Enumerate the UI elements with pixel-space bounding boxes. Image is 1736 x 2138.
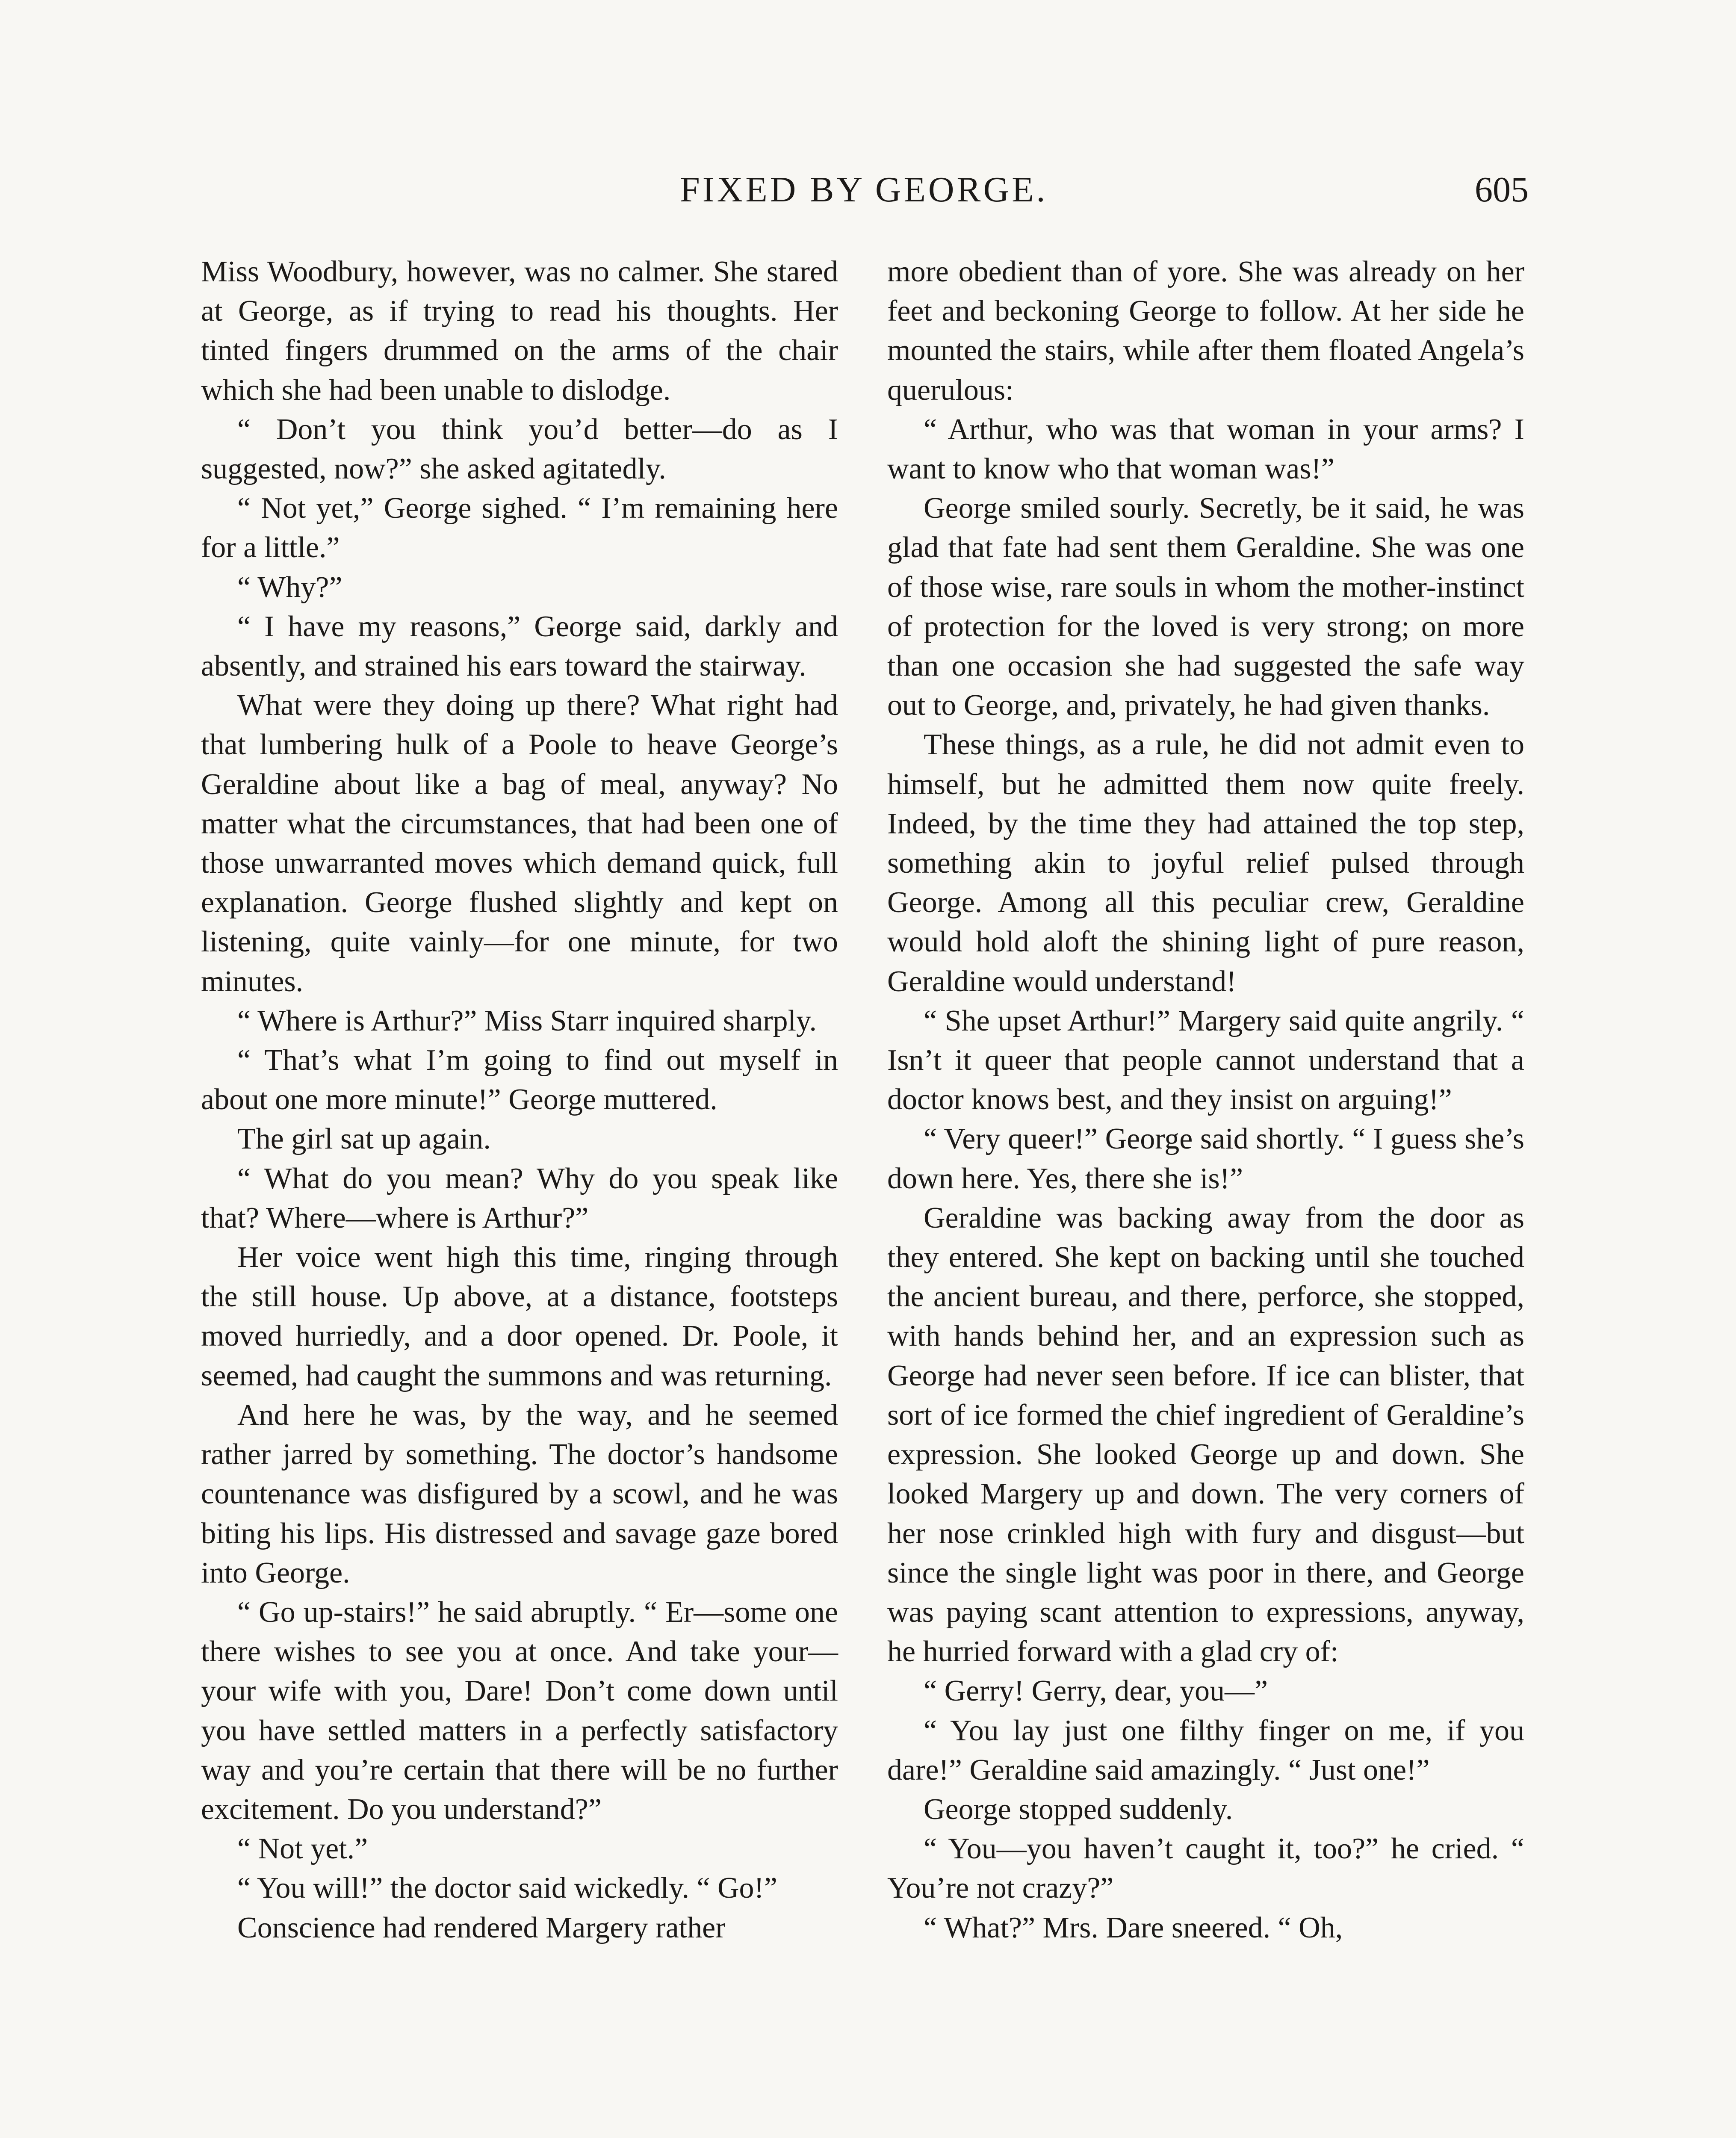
paragraph: “ Very queer!” George said shortly. “ I guess she’s down here. Yes, there she is!” [887, 1122, 1524, 1195]
paragraph: “ I have my reasons,” George said, darkly and absently, and strained his ears toward the stairway. [201, 610, 838, 683]
paragraph: “ You lay just one filthy finger on me, if you dare!” Geraldine said amazingly. “ Just one!” [887, 1714, 1524, 1787]
paragraph: George stopped suddenly. [924, 1792, 1233, 1826]
paragraph: Geraldine was backing away from the door as they entered. She kept on backing until she touched the ancient bureau, and there, perforce, she stopped, with hands behind her, and an expression such as George had never seen before. If ice can blister, that sort of ice formed the chief ingredient of Geraldine’s expression. She looked George up and down. She looked Margery up and down. The very corners of her nose crinkled high with fury and disgust—but since the single light was poor in there, and George was paying scant attention to expressions, anyway, he hurried forward with a glad cry of: [887, 1201, 1524, 1668]
left-text-column [201, 252, 838, 1948]
paragraph: “ Arthur, who was that woman in your arms? I want to know who that woman was!” [887, 413, 1524, 486]
paragraph: Conscience had rendered Margery rather [237, 1911, 726, 1944]
paragraph: “ Not yet.” [237, 1832, 368, 1866]
right-text-column [887, 252, 1524, 1948]
paragraph: “ She upset Arthur!” Margery said quite angrily. “ Isn’t it queer that people cannot understand that a doctor knows best, and they insist on arguing!” [887, 1004, 1524, 1116]
paragraph: And here he was, by the way, and he seemed rather jarred by something. The doctor’s handsome countenance was disfigured by a scowl, and he was biting his lips. His distressed and savage gaze bored into George. [201, 1398, 838, 1589]
paragraph: “ Not yet,” George sighed. “ I’m remaining here for a little.” [201, 492, 838, 564]
paragraph: “ Why?” [237, 570, 342, 604]
paragraph: “ Where is Arthur?” Miss Starr inquired sharply. [237, 1004, 817, 1037]
page-number: 605 [1475, 170, 1529, 210]
paragraph: Miss Woodbury, however, was no calmer. She stared at George, as if trying to read his thoughts. Her tinted fingers drummed on the arms of the chair which she had been unable to dislodge. [201, 255, 838, 407]
paragraph: “ Go up-stairs!” he said abruptly. “ Er—some one there wishes to see you at once. And take your—your wife with you, Dare! Don’t come down until you have settled matters in a perfectly satisfactory way and you’re certain that there will be no further excitement. Do you understand?” [201, 1595, 838, 1826]
paragraph: “ You—you haven’t caught it, too?” he cried. “ You’re not crazy?” [887, 1832, 1524, 1905]
paragraph: What were they doing up there? What right had that lumbering hulk of a Poole to heave George’s Geraldine about like a bag of meal, anyway? No matter what the circumstances, that had been one of those unwarranted moves which demand quick, full explanation. George flushed slightly and kept on listening, quite vainly—for one minute, for two minutes. [201, 689, 838, 998]
paragraph: “ You will!” the doctor said wickedly. “ Go!” [237, 1872, 777, 1905]
paragraph: “ What do you mean? Why do you speak like that? Where—where is Arthur?” [201, 1162, 838, 1234]
paragraph: “ Gerry! Gerry, dear, you—” [924, 1674, 1268, 1708]
paragraph: “ What?” Mrs. Dare sneered. “ Oh, [924, 1911, 1343, 1944]
paragraph: The girl sat up again. [237, 1122, 491, 1156]
paragraph: “ Don’t you think you’d better—do as I suggested, now?” she asked agitatedly. [201, 413, 838, 486]
paragraph: “ That’s what I’m going to find out myself in about one more minute!” George muttered. [201, 1044, 838, 1116]
paragraph: These things, as a rule, he did not admit even to himself, but he admitted them now quite freely. Indeed, by the time they had attained the top step, something akin to joyful relief pulsed through George. Among all this peculiar crew, Geraldine would hold aloft the shining light of pure reason, Geraldine would understand! [887, 728, 1524, 998]
paragraph: George smiled sourly. Secretly, be it said, he was glad that fate had sent them Geraldine. She was one of those wise, rare souls in whom the mother-instinct of protection for the loved is very strong; on more than one occasion she had suggested the safe way out to George, and, privately, he had given thanks. [887, 492, 1524, 722]
paragraph: Her voice went high this time, ringing through the still house. Up above, at a distance, footsteps moved hurriedly, and a door opened. Dr. Poole, it seemed, had caught the summons and was returning. [201, 1241, 838, 1392]
running-head: FIXED BY GEORGE. [680, 170, 1048, 210]
paragraph: more obedient than of yore. She was already on her feet and beckoning George to follow. At her side he mounted the stairs, while after them floated Angela’s querulous: [887, 255, 1524, 407]
